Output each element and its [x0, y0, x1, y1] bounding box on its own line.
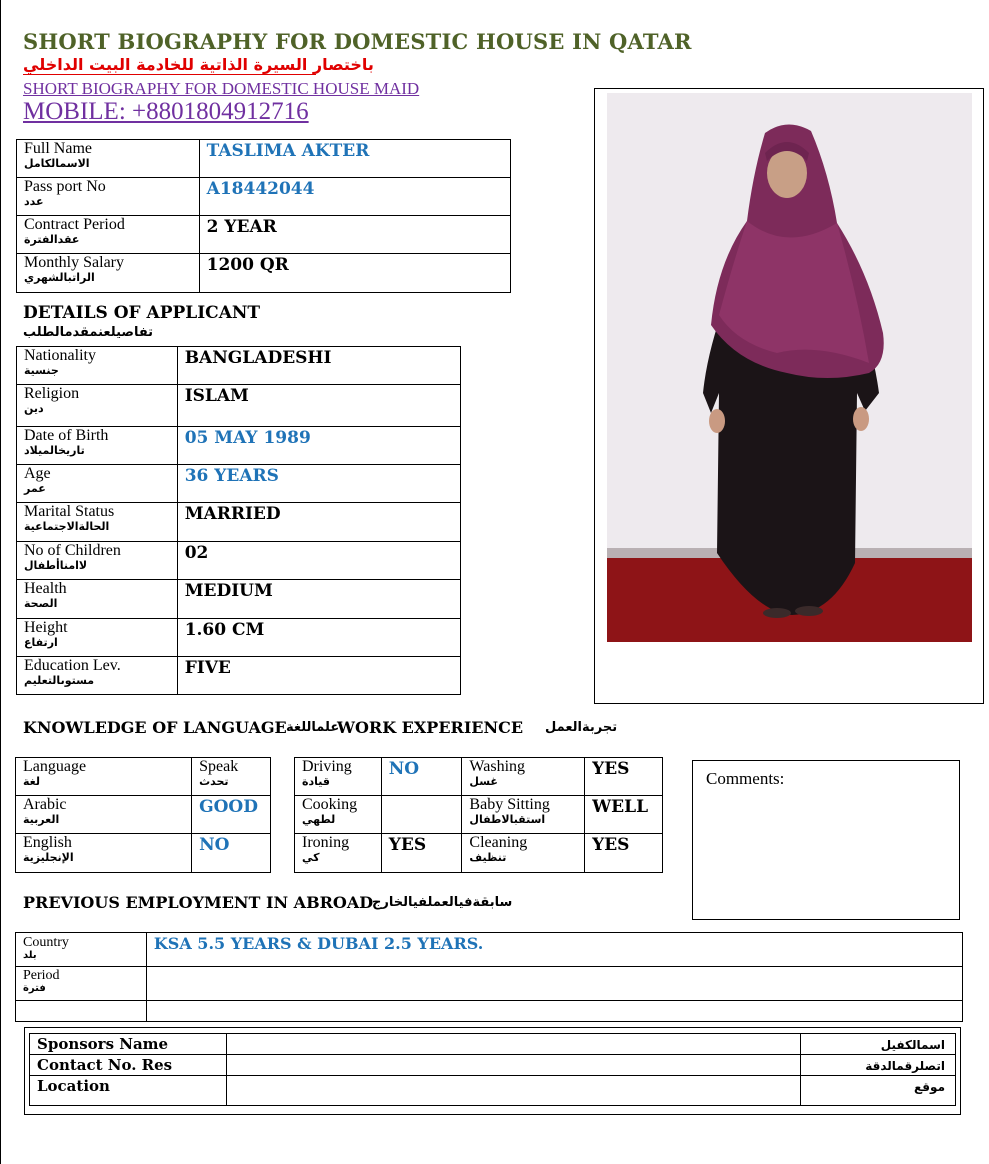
field-label: Date of Birth — [24, 427, 109, 444]
table-row — [16, 967, 963, 1001]
label-cell — [801, 1034, 956, 1055]
label-cell — [17, 385, 178, 427]
location-field[interactable] — [226, 1076, 800, 1106]
cooking-value — [389, 796, 462, 797]
field-label: Health — [24, 580, 67, 597]
sponsor-name-field[interactable] — [226, 1034, 800, 1055]
field-label: Cooking — [302, 796, 358, 813]
table-row — [17, 427, 461, 465]
value-cell — [192, 796, 271, 834]
label-cell — [462, 758, 585, 796]
sponsor-table — [29, 1033, 956, 1106]
field-label: Marital Status — [24, 503, 115, 520]
label-cell — [192, 758, 271, 796]
driving-value: NO — [388, 759, 420, 779]
field-label: Country — [23, 935, 69, 950]
comments-label: Comments: — [706, 769, 785, 788]
field-label: Monthly Salary — [24, 254, 124, 271]
table-row — [17, 140, 511, 178]
label-cell — [17, 347, 178, 385]
label-cell — [17, 427, 178, 465]
details-heading: DETAILS OF APPLICANT — [23, 303, 261, 323]
field-label-arabic: مستوىالتعليم — [24, 674, 95, 687]
work-skills-table — [294, 757, 663, 873]
cleaning-value: YES — [592, 835, 630, 855]
field-label-arabic: غسل — [469, 775, 498, 788]
label-cell — [17, 619, 178, 657]
field-label: No of Children — [24, 542, 121, 559]
arabic-title-underline — [23, 74, 316, 75]
label-cell — [295, 796, 382, 834]
label-cell — [17, 580, 178, 619]
table-row — [30, 1034, 956, 1055]
field-label-arabic: تحدث — [199, 775, 229, 788]
page-title-arabic: باختصار السيرة الذاتية للخادمة البيت الداخلي — [23, 55, 374, 74]
label-cell — [30, 1076, 227, 1106]
table-row — [17, 347, 461, 385]
value-cell — [199, 140, 510, 178]
field-label-arabic: فترة — [23, 983, 46, 994]
details-table — [16, 346, 461, 695]
value-cell — [177, 385, 460, 427]
field-label-arabic: العربية — [23, 813, 60, 826]
table-row — [17, 254, 511, 293]
field-label-arabic: دين — [24, 402, 44, 415]
field-label: Education Lev. — [24, 657, 121, 674]
value-cell — [199, 216, 510, 254]
page-subtitle: SHORT BIOGRAPHY FOR DOMESTIC HOUSE MAID — [23, 79, 420, 98]
value-cell — [177, 347, 460, 385]
table-row — [17, 619, 461, 657]
field-label: Contract Period — [24, 216, 125, 233]
table-row — [16, 758, 271, 796]
contract-period-value: 2 YEAR — [206, 217, 277, 237]
label-cell — [17, 216, 200, 254]
age-value: 36 YEARS — [184, 466, 279, 486]
table-row — [295, 758, 663, 796]
applicant-photo — [607, 93, 972, 642]
label-cell — [16, 933, 147, 967]
field-label-arabic: تاريخالميلاد — [24, 444, 85, 457]
table-row — [16, 1001, 963, 1022]
sponsor-name-label: Sponsors Name — [37, 1035, 169, 1053]
field-label-arabic: عمر — [24, 482, 46, 495]
page-left-border — [0, 0, 1, 1164]
knowledge-heading: KNOWLEDGE OF LANGUAGE — [23, 718, 287, 737]
previous-employment-table — [15, 932, 963, 1022]
value-cell — [199, 254, 510, 293]
previous-employment-heading: PREVIOUS EMPLOYMENT IN ABROAD — [23, 893, 374, 912]
value-cell — [146, 967, 962, 1001]
label-cell — [17, 503, 178, 542]
health-value: MEDIUM — [184, 581, 273, 601]
value-cell — [177, 657, 460, 695]
country-value: KSA 5.5 YEARS & DUBAI 2.5 YEARS. — [153, 934, 484, 953]
page-title: SHORT BIOGRAPHY FOR DOMESTIC HOUSE IN QATAR — [23, 29, 692, 54]
baby-sitting-value: WELL — [592, 797, 649, 817]
value-cell — [585, 834, 663, 873]
washing-value: YES — [592, 759, 630, 779]
location-label: Location — [37, 1077, 110, 1095]
field-label-arabic: اتصلرقمالدقة — [865, 1059, 945, 1073]
contact-field[interactable] — [226, 1055, 800, 1076]
table-row — [17, 657, 461, 695]
basic-info-table — [16, 139, 511, 293]
value-cell — [177, 503, 460, 542]
label-cell — [295, 834, 382, 873]
table-row — [30, 1055, 956, 1076]
value-cell — [585, 796, 663, 834]
field-label-arabic: الراتبالشهري — [24, 271, 95, 284]
field-label: Religion — [24, 385, 80, 402]
empty-cell — [16, 1001, 147, 1022]
table-row — [30, 1076, 956, 1106]
field-label-arabic: لطهي — [302, 813, 336, 826]
label-cell — [17, 465, 178, 503]
field-label-arabic: اسمالكفيل — [880, 1038, 945, 1052]
value-cell — [199, 178, 510, 216]
value-cell — [192, 834, 271, 873]
field-label: Height — [24, 619, 68, 636]
label-cell — [17, 178, 200, 216]
table-row — [17, 580, 461, 619]
field-label: Period — [23, 968, 60, 983]
table-row — [16, 796, 271, 834]
field-label-arabic: الصحة — [24, 597, 58, 610]
field-label-arabic: الاسمالكامل — [24, 157, 90, 170]
label-cell — [16, 758, 192, 796]
mobile-number: MOBILE: +8801804912716 — [23, 98, 309, 125]
language-header-label: Language — [23, 758, 87, 775]
english-level-value: NO — [199, 835, 230, 855]
table-row — [17, 503, 461, 542]
religion-value: ISLAM — [184, 386, 249, 406]
value-cell — [146, 933, 962, 967]
label-cell — [17, 657, 178, 695]
previous-employment-heading-arabic: سابقةفيالعملفيالخارج — [372, 895, 513, 910]
label-cell — [295, 758, 382, 796]
table-row — [16, 933, 963, 967]
field-label: Nationality — [24, 347, 96, 364]
label-cell — [17, 140, 200, 178]
field-label-arabic: عدد — [24, 195, 44, 208]
label-cell — [801, 1076, 956, 1106]
value-cell — [177, 542, 460, 580]
value-cell — [381, 758, 462, 796]
field-label-arabic: عقدالفترة — [24, 233, 80, 246]
field-label-arabic: بلد — [23, 950, 37, 961]
field-label-arabic: كي — [302, 851, 320, 864]
details-heading-arabic: تفاصيلعنمقدمالطلب — [23, 325, 154, 340]
label-cell — [16, 967, 147, 1001]
table-row — [17, 178, 511, 216]
value-cell — [381, 796, 462, 834]
value-cell — [381, 834, 462, 873]
field-label: Driving — [302, 758, 352, 775]
value-cell — [177, 619, 460, 657]
field-label-arabic: موقع — [913, 1080, 945, 1094]
value-cell — [177, 427, 460, 465]
field-label: English — [23, 834, 72, 851]
table-row — [17, 216, 511, 254]
field-label: Pass port No — [24, 178, 106, 195]
field-label-arabic: استقبالاطفال — [469, 813, 546, 826]
language-table — [15, 757, 271, 873]
field-label: Arabic — [23, 796, 67, 813]
field-label: Full Name — [24, 140, 92, 157]
label-cell — [16, 796, 192, 834]
field-label: Washing — [469, 758, 526, 775]
field-label-arabic: جنسية — [24, 364, 59, 377]
field-label: Age — [24, 465, 51, 482]
label-cell — [17, 542, 178, 580]
field-label-arabic: الإنجليزية — [23, 851, 74, 864]
nationality-value: BANGLADESHI — [184, 348, 332, 368]
field-label-arabic: لاامناأطفال — [24, 559, 88, 572]
label-cell — [801, 1055, 956, 1076]
label-cell — [16, 834, 192, 873]
empty-cell — [146, 1001, 962, 1022]
value-cell — [177, 580, 460, 619]
field-label-arabic: لغة — [23, 775, 41, 788]
label-cell — [30, 1055, 227, 1076]
label-cell — [462, 796, 585, 834]
table-row — [17, 465, 461, 503]
arabic-level-value: GOOD — [199, 797, 258, 817]
contact-label: Contact No. Res — [37, 1056, 173, 1074]
table-row — [17, 385, 461, 427]
children-value: 02 — [184, 543, 209, 563]
field-label-arabic: تنظيف — [469, 851, 507, 864]
label-cell — [30, 1034, 227, 1055]
field-label: Cleaning — [469, 834, 528, 851]
work-experience-heading: WORK EXPERIENCE — [337, 718, 524, 737]
label-cell — [462, 834, 585, 873]
field-label: Baby Sitting — [469, 796, 550, 813]
field-label-arabic: الحالةالاجتماعية — [24, 520, 110, 533]
label-cell — [17, 254, 200, 293]
education-value: FIVE — [184, 658, 231, 678]
ironing-value: YES — [388, 835, 427, 855]
speak-header-label: Speak — [199, 758, 239, 775]
marital-status-value: MARRIED — [184, 504, 281, 524]
table-row — [295, 796, 663, 834]
work-experience-heading-arabic: تجربةالعمل — [545, 720, 618, 735]
date-of-birth-value: 05 MAY 1989 — [184, 428, 311, 448]
monthly-salary-value: 1200 QR — [206, 255, 289, 275]
height-value: 1.60 CM — [184, 620, 265, 640]
field-label-arabic: قيادة — [302, 775, 330, 788]
field-label-arabic: ارتفاع — [24, 636, 58, 649]
full-name-value: TASLIMA AKTER — [206, 141, 370, 161]
passport-value: A18442044 — [206, 179, 315, 199]
knowledge-heading-arabic: علماللغة — [286, 720, 340, 735]
table-row — [16, 834, 271, 873]
value-cell — [177, 465, 460, 503]
field-label: Ironing — [302, 834, 350, 851]
table-row — [17, 542, 461, 580]
value-cell — [585, 758, 663, 796]
table-row — [295, 834, 663, 873]
